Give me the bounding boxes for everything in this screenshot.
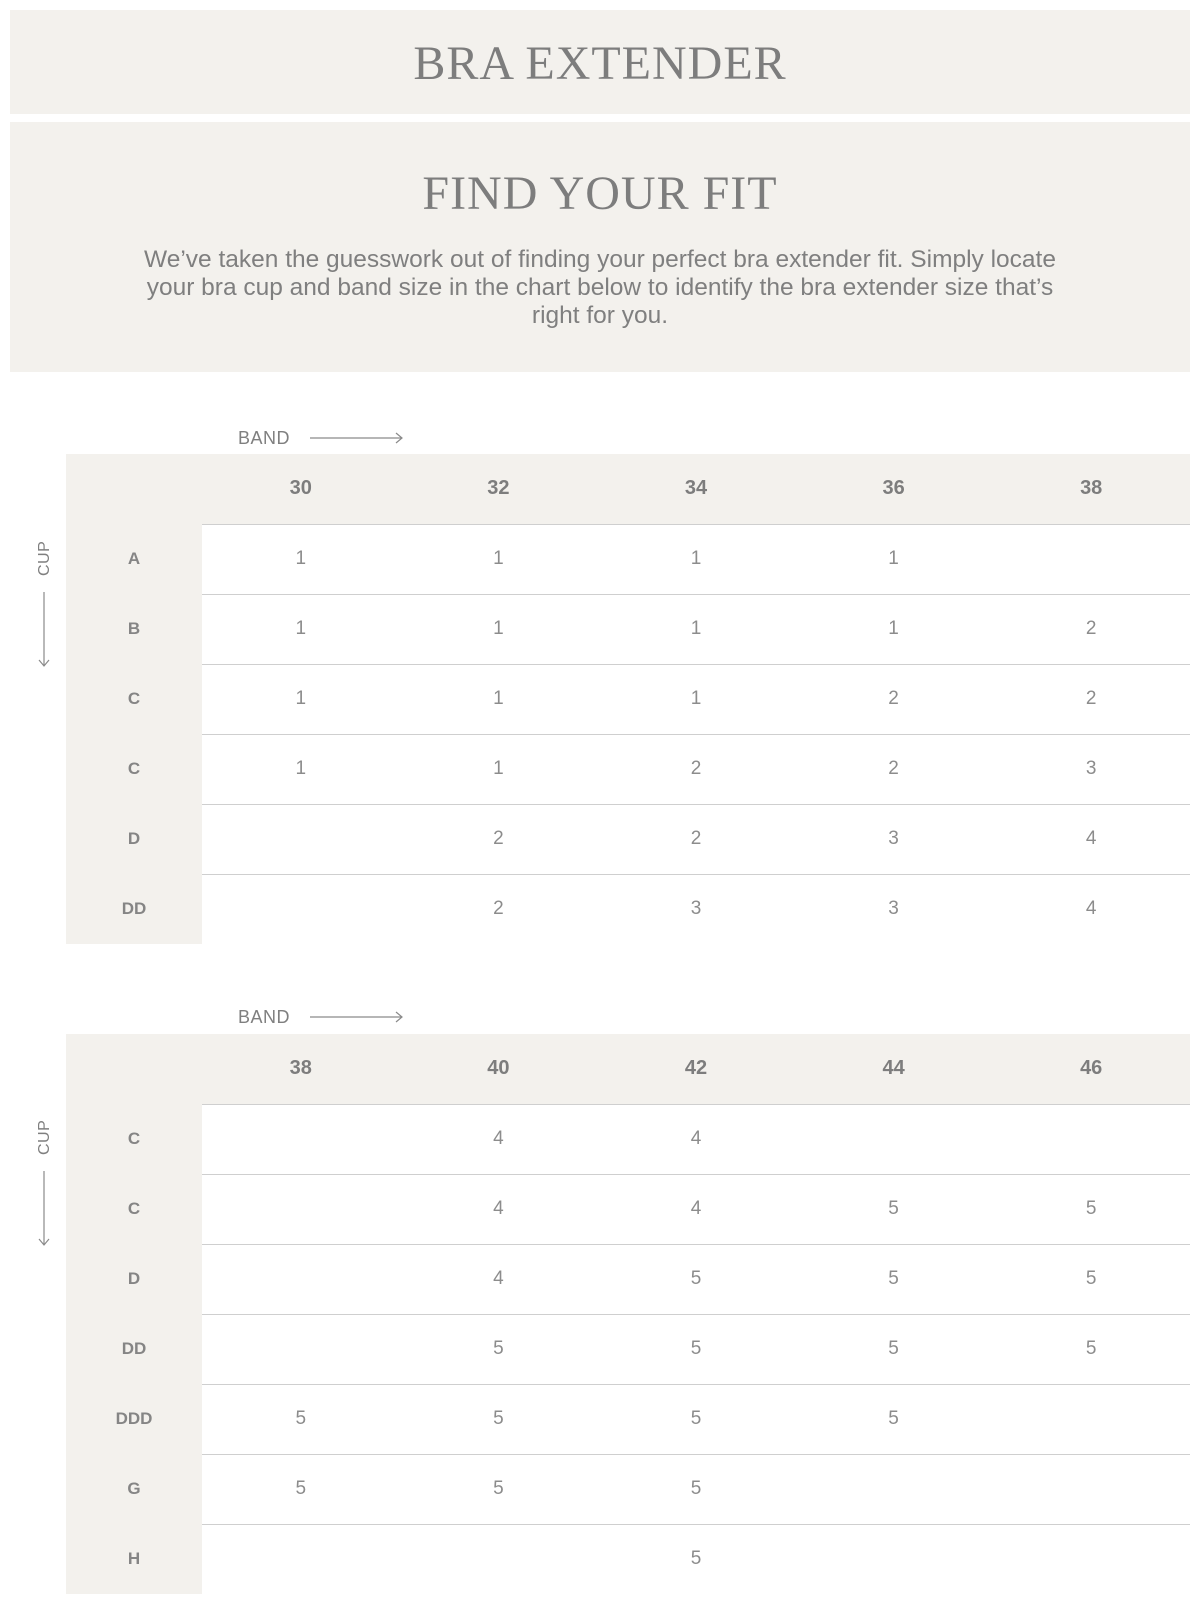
intro-panel <box>10 122 1190 372</box>
band-arrow-icon <box>310 1010 406 1024</box>
cup-size-header: DD <box>66 874 202 944</box>
band-size-header: 32 <box>400 454 598 524</box>
table-row <box>66 1524 1190 1594</box>
extender-size-cell: 4 <box>597 1174 795 1244</box>
extender-size-cell: 2 <box>795 664 993 734</box>
extender-size-cell: 3 <box>597 874 795 944</box>
table-row <box>66 1244 1190 1314</box>
band-size-header: 44 <box>795 1034 993 1104</box>
band-size-header: 38 <box>202 1034 400 1104</box>
extender-size-cell: 5 <box>597 1314 795 1384</box>
extender-size-cell: 1 <box>597 664 795 734</box>
table-row <box>66 1314 1190 1384</box>
table-row <box>66 1454 1190 1524</box>
cup-size-header: C <box>66 1174 202 1244</box>
size-chart-2 <box>66 1034 1190 1594</box>
table-row <box>66 1384 1190 1454</box>
extender-size-cell: 4 <box>597 1104 795 1174</box>
extender-size-cell: 1 <box>400 524 598 594</box>
extender-size-cell: 5 <box>597 1384 795 1454</box>
extender-size-cell: 2 <box>597 804 795 874</box>
cup-size-header: D <box>66 1244 202 1314</box>
band-size-header: 46 <box>992 1034 1190 1104</box>
extender-size-cell <box>400 1524 598 1594</box>
extender-size-cell: 2 <box>992 594 1190 664</box>
extender-size-cell: 5 <box>795 1384 993 1454</box>
extender-size-cell <box>795 1454 993 1524</box>
cup-size-header: D <box>66 804 202 874</box>
extender-size-cell: 2 <box>992 664 1190 734</box>
extender-size-cell: 5 <box>795 1314 993 1384</box>
extender-size-cell: 2 <box>795 734 993 804</box>
extender-size-cell: 4 <box>400 1244 598 1314</box>
extender-size-cell <box>795 1104 993 1174</box>
header-panel <box>10 10 1190 114</box>
band-arrow-icon <box>310 431 406 445</box>
cup-arrow-icon <box>37 1171 51 1249</box>
extender-size-cell <box>202 874 400 944</box>
table-row <box>66 1174 1190 1244</box>
cup-size-header: C <box>66 1104 202 1174</box>
cup-size-header: DD <box>66 1314 202 1384</box>
extender-size-cell: 1 <box>400 734 598 804</box>
extender-size-cell <box>202 1104 400 1174</box>
cup-size-header: H <box>66 1524 202 1594</box>
extender-size-cell: 5 <box>795 1174 993 1244</box>
extender-size-cell: 5 <box>795 1244 993 1314</box>
cup-size-header: C <box>66 734 202 804</box>
extender-size-cell <box>202 804 400 874</box>
cup-size-header: C <box>66 664 202 734</box>
intro-description: We’ve taken the guesswork out of finding your perfect bra extender fit. Simply locate your bra cup and band size in the chart below to identify the bra extender size that’s right for you. <box>144 246 1056 329</box>
band-size-header: 30 <box>202 454 400 524</box>
extender-size-cell: 4 <box>992 804 1190 874</box>
cup-axis-label: CUP <box>36 1119 53 1155</box>
page-title: BRA EXTENDER <box>413 37 787 90</box>
extender-size-cell <box>202 1524 400 1594</box>
band-header-row <box>66 1034 1190 1104</box>
extender-size-cell: 3 <box>795 804 993 874</box>
cup-axis-label: CUP <box>36 540 53 576</box>
size-chart-1 <box>66 454 1190 944</box>
table-row <box>66 874 1190 944</box>
extender-size-cell: 1 <box>202 734 400 804</box>
extender-size-cell: 3 <box>992 734 1190 804</box>
extender-size-cell: 5 <box>597 1244 795 1314</box>
table-row <box>66 664 1190 734</box>
cup-size-header: DDD <box>66 1384 202 1454</box>
extender-size-cell <box>202 1314 400 1384</box>
extender-size-cell: 3 <box>795 874 993 944</box>
extender-size-cell: 1 <box>795 524 993 594</box>
extender-size-cell: 5 <box>400 1384 598 1454</box>
table-row <box>66 804 1190 874</box>
cup-arrow-icon <box>37 592 51 670</box>
band-header-row <box>66 454 1190 524</box>
extender-size-cell: 5 <box>992 1314 1190 1384</box>
corner-cell <box>66 454 202 524</box>
extender-size-cell: 5 <box>992 1174 1190 1244</box>
corner-cell <box>66 1034 202 1104</box>
section-title: FIND YOUR FIT <box>422 167 778 220</box>
table-row <box>66 1104 1190 1174</box>
extender-size-cell <box>992 524 1190 594</box>
extender-size-cell <box>992 1384 1190 1454</box>
band-size-header: 34 <box>597 454 795 524</box>
table-row <box>66 524 1190 594</box>
extender-size-cell: 1 <box>597 594 795 664</box>
table-row <box>66 594 1190 664</box>
extender-size-cell: 2 <box>400 804 598 874</box>
extender-size-cell: 5 <box>992 1244 1190 1314</box>
extender-size-cell <box>992 1454 1190 1524</box>
extender-size-cell <box>795 1524 993 1594</box>
extender-size-cell: 2 <box>597 734 795 804</box>
extender-size-cell: 5 <box>202 1384 400 1454</box>
extender-size-cell: 5 <box>400 1314 598 1384</box>
cup-size-header: G <box>66 1454 202 1524</box>
table-row <box>66 734 1190 804</box>
extender-size-cell <box>992 1104 1190 1174</box>
extender-size-cell <box>202 1244 400 1314</box>
extender-size-cell: 5 <box>202 1454 400 1524</box>
extender-size-cell: 1 <box>795 594 993 664</box>
extender-size-cell: 1 <box>202 664 400 734</box>
band-size-header: 38 <box>992 454 1190 524</box>
cup-size-header: B <box>66 594 202 664</box>
extender-size-cell: 4 <box>400 1104 598 1174</box>
band-axis-label: BAND <box>238 428 291 448</box>
cup-size-header: A <box>66 524 202 594</box>
extender-size-cell: 1 <box>400 664 598 734</box>
band-size-header: 42 <box>597 1034 795 1104</box>
extender-size-cell: 1 <box>202 524 400 594</box>
extender-size-cell: 4 <box>400 1174 598 1244</box>
extender-size-cell: 1 <box>400 594 598 664</box>
extender-size-cell: 1 <box>597 524 795 594</box>
extender-size-cell: 4 <box>992 874 1190 944</box>
extender-size-cell: 5 <box>400 1454 598 1524</box>
extender-size-cell: 1 <box>202 594 400 664</box>
extender-size-cell: 5 <box>597 1524 795 1594</box>
extender-size-cell: 5 <box>597 1454 795 1524</box>
band-size-header: 40 <box>400 1034 598 1104</box>
extender-size-cell: 2 <box>400 874 598 944</box>
extender-size-cell <box>992 1524 1190 1594</box>
band-size-header: 36 <box>795 454 993 524</box>
band-axis-label: BAND <box>238 1007 291 1027</box>
extender-size-cell <box>202 1174 400 1244</box>
